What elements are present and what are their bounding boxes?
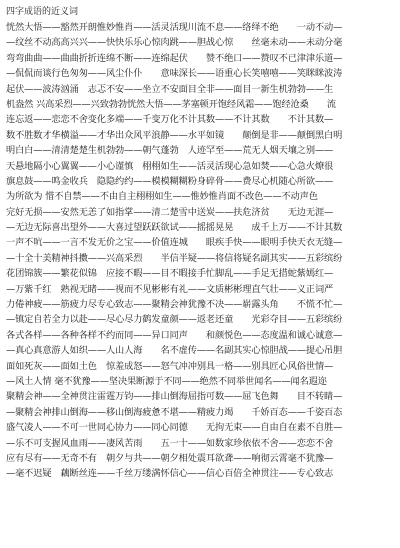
text-line: —风土人情 毫不犹豫——坚决果断源于不同——绝然不同举世闻名——闻名遐迩 — [6, 375, 327, 387]
text-line: —真心真意游人如织——人山人海 名不虚传——名副其实心惊胆战——提心吊胆 — [6, 345, 343, 357]
text-line: 弯弯曲曲——曲曲折折连绵不断——连绵起伏 赞不绝口——赞叹不已津津乐道— — [6, 52, 343, 64]
text-line: —镇定自若全力以赴——尽心尽力鹤发童颜——返老还童 光彩夺目——五彩缤纷 — [6, 314, 343, 326]
text-line: 恍然大悟——豁然开朗惟妙惟肖——活灵活现川流不息——络绎不绝 一动不动— — [6, 22, 343, 33]
text-line: 为所欲为 惜不自禁——不由自主栩栩如生——惟妙惟肖面不改色——不动声色 — [6, 191, 318, 203]
page-title: 四字成语的近义词 — [6, 7, 79, 17]
text-line: 数不胜数才华横溢——才华出众风平浪静——水平如镜 颠倒是非——颠倒黑白明 — [6, 129, 343, 141]
text-line: 花团锦簇——繁花似锦 应接不暇——目不暇接手忙脚乱——手足无措蛇紫嫣红— — [6, 268, 334, 280]
text-line: 连忘返——恋恋不舍变化多端——千变万化不计其数——不计其数 不计其数— — [6, 114, 334, 126]
text-line: 力倦神疲——筋疲力尽专心致志——聚精会神犹豫不决——崭露头角 不慌不忙— — [6, 299, 343, 311]
text-line: 天悬地隔小心翼翼——小心谨慎 栩栩如生——活灵活现心急如焚——心急火燎很 — [6, 160, 334, 172]
text-line: —纹丝不动高高兴兴——快快乐乐心惊肉跳——胆战心惊 丝毫未动——未动分毫 — [6, 37, 343, 49]
text-line: —十全十美精神抖擞——兴高采烈 半信半疑——将信将疑名副其实——五彩缤纷 — [6, 252, 343, 264]
text-line: 起伏——波涛汹涌 志忑不安——坐立不安面目全非——面目一新生机勃勃——生 — [6, 83, 334, 95]
idiom-synonym-list — [6, 20, 396, 482]
text-line: 盛气凌人——不可一世同心协力——同心同德 无拘无束——自由自在素不自胜— — [6, 422, 343, 434]
text-line: 完好无损——安然无恙了如指掌——清二楚雪中送炭——扶危济贫 无边无涯— — [6, 206, 334, 218]
text-line: 机盎然 兴高采烈——兴致勃勃恍然大悟——茅塞顿开饱经风霜——饱经沧桑 流 — [6, 98, 336, 110]
text-line: 明白白——清清楚楚生机勃勃——朝气蓬勃 人迹罕至——荒无人烟天壤之别—— — [6, 145, 334, 157]
text-line: 面如死灰——面如土色 惊羞成怒——怒气冲冲别具一格——别具匠心风俗世情— — [6, 360, 334, 372]
text-line: 各式各样——各种各样不约而同——异口同声 和颜悦色——态度温和诚心诚意— — [6, 329, 343, 341]
text-line: —无边无际喜出望外——大喜过望跃跃欲试——摇摇晃晃 成千上万——不计其数 — [6, 222, 343, 234]
text-line: 旗息鼓——鸣金收兵 隐隐约约——模模糊糊粉身碎骨——费尽心机随心所欲—— — [6, 175, 334, 187]
text-line: —万紫千红 熟视无睹——视而不见彬彬有礼——文质彬彬理直气壮——义正词严 — [6, 283, 334, 295]
text-line: —聚精会神排山倒海——移山倒海疲惫不堪——精疲力竭 千娇百态——千姿百态 — [6, 406, 343, 418]
text-line: 应有尽有——无奇不有 朝夕与共——朝夕相处震耳欲聋——响彻云霄毫不犹豫— — [6, 452, 334, 464]
text-line: —毫不迟疑 藕断丝连——千丝万缕满怀信心——信心百倍全神贯注——专心致志 — [6, 468, 334, 480]
text-line: —侃侃而谈行色匆匆——风尘仆仆 意味深长——语重心长笑嘻嘻——笑眯眯波涛 — [6, 68, 343, 80]
text-line: 一声不吭——一言不发无价之宝——价值连城 眼疾手快——眼明手快天衣无缝— — [6, 237, 343, 249]
text-line: —乐不可支握风血雨——凄风苦雨 五一十——如数家珍依依不舍——恋恋不舍 — [6, 437, 334, 449]
text-line: 聚精会神——全神贯注雷霆万钧——排山倒海屈指可数——屈飞色舞 目不转睛— — [6, 391, 343, 403]
